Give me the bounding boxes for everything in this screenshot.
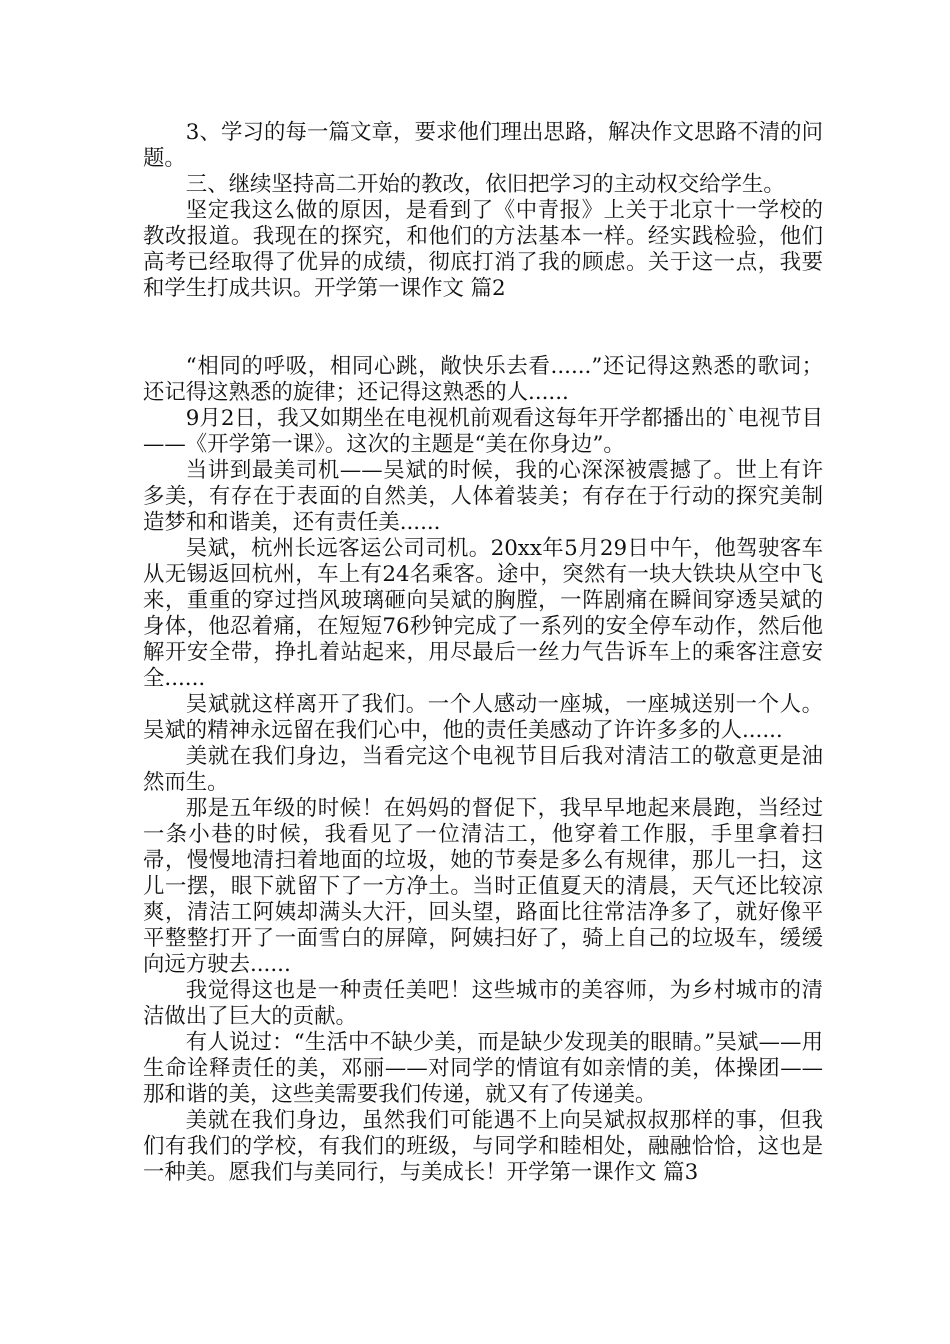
- paragraph-study-method: 3、学习的每一篇文章，要求他们理出思路，解决作文思路不清的问题。: [143, 120, 823, 171]
- paragraph-beautiful-driver: 当讲到最美司机——吴斌的时候，我的心深深被震撼了。世上有许多美，有存在于表面的自然美，人体着装美；有存在于行动的探究美制造梦和和谐美，还有责任美......: [143, 458, 823, 535]
- paragraph-reform-reason: 坚定我这么做的原因，是看到了《中青报》上关于北京十一学校的教改报道。我现在的探究，和他们的方法基本一样。经实践检验，他们高考已经取得了优异的成绩，彻底打消了我的顾虑。关于这一点，我要和学生打成共识。开学第一课作文 篇2: [143, 198, 823, 301]
- paragraph-cleaner-memory: 那是五年级的时候！在妈妈的督促下，我早早地起来晨跑，当经过一条小巷的时候，我看见了一位清洁工，他穿着工作服，手里拿着扫帚，慢慢地清扫着地面的垃圾，她的节奏是多么有规律，那儿一扫，这儿一摆，眼下就留下了一方净土。当时正值夏天的清晨，天气还比较凉爽，清洁工阿姨却满头大汗，回头望，路面比往常洁净多了，就好像平平整整打开了一面雪白的屏障，阿姨扫好了，骑上自己的垃圾车，缓缓向远方驶去......: [143, 796, 823, 977]
- paragraph-discover-beauty: 有人说过：“生活中不缺少美，而是缺少发现美的眼睛。”吴斌——用生命诠释责任的美，邓丽——对同学的情谊有如亲情的美，体操团——那和谐的美，这些美需要我们传递，就又有了传递美。: [143, 1030, 823, 1107]
- paragraph-song-lyrics: “相同的呼吸，相同心跳，敞快乐去看......”还记得这熟悉的歌词；还记得这熟悉的旋律；还记得这熟悉的人......: [143, 354, 823, 405]
- paragraph-teaching-reform: 三、继续坚持高二开始的教改，依旧把学习的主动权交给学生。: [185, 172, 785, 197]
- paragraph-conclusion: 美就在我们身边，虽然我们可能遇不上向吴斌叔叔那样的事，但我们有我们的学校，有我们的班级，与同学和睦相处，融融恰恰，这也是一种美。愿我们与美同行，与美成长！开学第一课作文 篇3: [143, 1108, 823, 1185]
- paragraph-wu-bin-story: 吴斌，杭州长远客运公司司机。20xx年5月29日中午，他驾驶客车从无锡返回杭州，车上有24名乘客。途中，突然有一块大铁块从空中飞来，重重的穿过挡风玻璃砸向吴斌的胸膛，一阵剧痛在瞬间穿透吴斌的身体，他忍着痛，在短短76秒钟完成了一系列的安全停车动作，然后他解开安全带，挣扎着站起来，用尽最后一丝力气告诉车上的乘客注意安全......: [143, 536, 823, 691]
- document-page: [143, 120, 823, 1186]
- paragraph-tv-program: 9月2日，我又如期坐在电视机前观看这每年开学都播出的`电视节目——《开学第一课》。这次的主题是“美在你身边”。: [143, 406, 823, 457]
- paragraph-wu-bin-legacy: 吴斌就这样离开了我们。一个人感动一座城，一座城送别一个人。吴斌的精神永远留在我们心中，他的责任美感动了许许多多的人......: [143, 692, 823, 743]
- paragraph-responsibility: 我觉得这也是一种责任美吧！这些城市的美容师，为乡村城市的清洁做出了巨大的贡献。: [143, 978, 823, 1029]
- paragraph-cleaner-respect: 美就在我们身边，当看完这个电视节目后我对清洁工的敬意更是油然而生。: [143, 744, 823, 795]
- section-spacer: [143, 302, 823, 354]
